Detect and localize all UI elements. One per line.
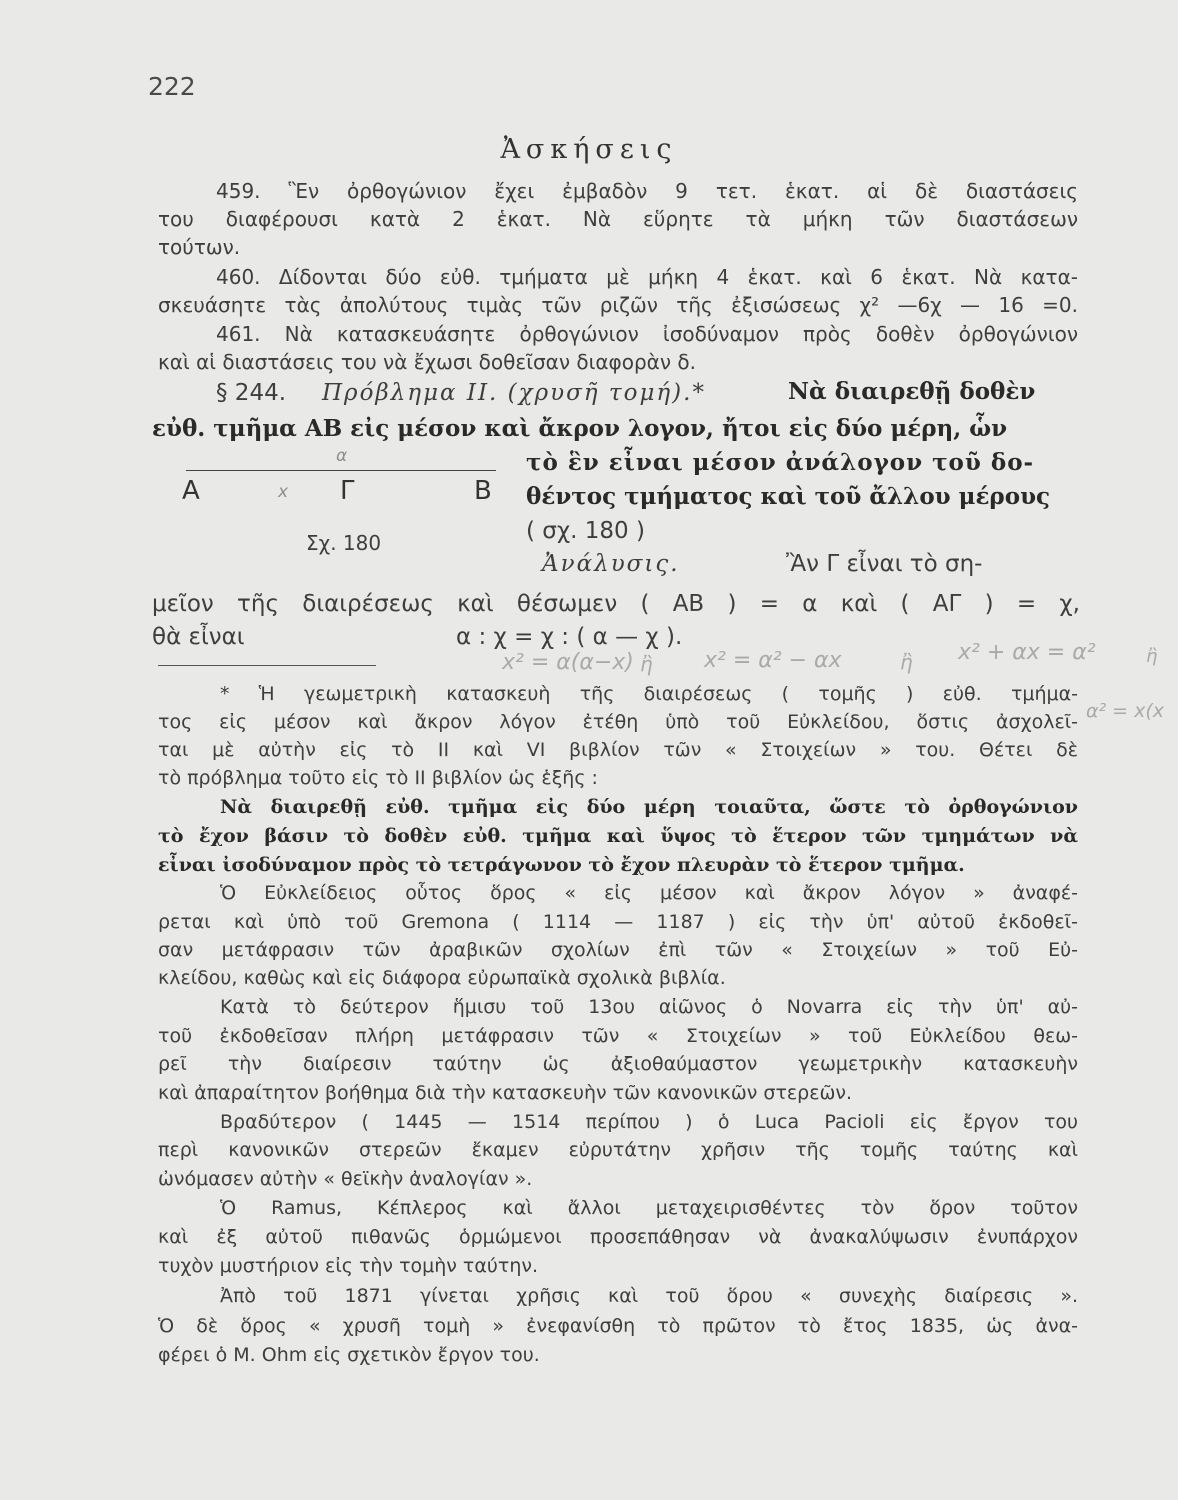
exercise-461-line-2: καὶ αἱ διαστάσεις του νὰ ἔχωσι δοθεῖσαν διαφορὰν δ.: [158, 350, 696, 374]
figure-mark-alpha: α: [336, 446, 348, 466]
footnote-line-1: * Ἡ γεωμετρικὴ κατασκευὴ τῆς διαιρέσεως ( τομῆς ) εὐθ. τμήμα-: [220, 683, 1078, 705]
history-line-16: Ὁ δὲ ὅρος « χρυσῆ τομὴ » ἐνεφανίσθη τὸ πρῶτον τὸ ἔτος 1835, ὡς ἀνα-: [158, 1315, 1078, 1337]
footnote-line-2: τος εἰς μέσον καὶ ἄκρον λόγον ἐτέθη ὑπὸ τοῦ Εὐκλείδου, ὅστις ἀσχολεῖ-: [158, 711, 1078, 733]
footnote-line-3: ται μὲ αὐτὴν εἰς τὸ ΙΙ καὶ VI βιβλίον τῶν « Στοιχείων » του. Θέτει δὲ: [158, 739, 1078, 761]
history-line-5: Κατὰ τὸ δεύτερον ἥμισυ τοῦ 13ου αἰῶνος ὁ Novarra εἰς τὴν ὑπ' αὐ-: [220, 996, 1078, 1018]
figure-mark-x: x: [278, 482, 289, 502]
analysis-line-2: μεῖον τῆς διαιρέσεως καὶ θέσωμεν ( ΑΒ ) = α καὶ ( ΑΓ ) = χ,: [152, 591, 1080, 617]
history-line-7: ρεῖ τὴν διαίρεσιν ταύτην ὡς ἀξιοθαύμαστον γεωμετρικὴν κατασκευὴν: [158, 1053, 1078, 1075]
handwritten-note-1: x² = α(α−x): [502, 650, 634, 675]
handwritten-note-5: x² + αx = α²: [958, 640, 1096, 665]
analysis-title: Ἀνάλυσις.: [542, 551, 680, 577]
handwritten-note-3: x² = α² − αx: [704, 648, 842, 673]
section-number: § 244.: [216, 380, 287, 406]
history-line-13: καὶ ἐξ αὐτοῦ πιθανῶς ὁρμώμενοι προσεπάθησαν νὰ ἀνακαλύψωσιν ἐνυπάρχον: [158, 1226, 1078, 1248]
history-line-8: καὶ ἀπαραίτητον βοήθημα διὰ τὴν κατασκευὴν τῶν κανονικῶν στερεῶν.: [158, 1082, 853, 1104]
analysis-proportion: α : χ = χ : ( α — χ ).: [456, 624, 683, 650]
section-statement-5: ( σχ. 180 ): [526, 518, 645, 544]
history-line-6: τοῦ ἐκδοθεῖσαν πλήρη μετάφρασιν τῶν « Στοιχείων » τοῦ Εὐκλείδου θεω-: [158, 1025, 1078, 1047]
figure-caption: Σχ. 180: [306, 531, 382, 555]
history-line-9: Βραδύτερον ( 1445 — 1514 περίπου ) ὁ Luca Pacioli εἰς ἔργον του: [220, 1111, 1078, 1133]
footnote-line-4: τὸ πρόβλημα τοῦτο εἰς τὸ ΙΙ βιβλίον ὡς ἑξῆς :: [158, 767, 598, 789]
history-line-1: Ὁ Εὐκλείδειος οὗτος ὅρος « εἰς μέσον καὶ ἄκρον λόγον » ἀναφέ-: [220, 882, 1078, 904]
section-statement-3: τὸ ἓν εἶναι μέσον ἀνάλογον τοῦ δο-: [526, 449, 1035, 476]
quote-line-3: εἶναι ἰσοδύναμον πρὸς τὸ τετράγωνον τὸ ἔχον πλευρὰν τὸ ἕτερον τμῆμα.: [158, 854, 965, 876]
point-b-label: Β: [474, 476, 492, 506]
exercise-460-line-1: 460. Δίδονται δύο εὐθ. τμήματα μὲ μήκη 4 ἑκατ. καὶ 6 ἑκατ. Νὰ κατα-: [216, 265, 1078, 289]
section-statement-2: εὐθ. τμῆμα ΑΒ εἰς μέσον καὶ ἄκρον λογον, ἤτοι εἰς δύο μέρη, ὧν: [152, 415, 1008, 442]
analysis-line-1: Ἂν Γ εἶναι τὸ ση-: [786, 551, 983, 577]
history-line-11: ὠνόμασεν αὐτὴν « θεϊκὴν ἀναλογίαν ».: [158, 1168, 533, 1190]
history-line-17: φέρει ὁ Μ. Ohm εἰς σχετικὸν ἔργον του.: [158, 1344, 540, 1366]
history-line-3: σαν μετάφρασιν τῶν ἀραβικῶν σχολίων ἐπὶ τῶν « Στοιχείων » τοῦ Εὐ-: [158, 939, 1078, 961]
segment-ab-line: [186, 470, 496, 471]
exercise-461-line-1: 461. Νὰ κατασκευάσητε ὀρθογώνιον ἰσοδύναμον πρὸς δοθὲν ὀρθογώνιον: [216, 322, 1078, 346]
exercises-heading: Ἀσκήσεις: [500, 134, 678, 165]
section-title: Πρόβλημα ΙΙ. (χρυσῆ τομή).*: [322, 380, 706, 406]
history-line-12: Ὁ Ramus, Κέπλερος καὶ ἄλλοι μεταχειρισθέντες τὸν ὅρον τοῦτον: [220, 1197, 1078, 1219]
page-number: 222: [148, 72, 196, 101]
history-line-14: τυχὸν μυστήριον εἰς τὴν τομὴν ταύτην.: [158, 1255, 539, 1277]
point-a-label: Α: [182, 476, 200, 506]
exercise-459-line-1: 459. Ἓν ὀρθογώνιον ἔχει ἐμβαδὸν 9 τετ. ἑκατ. αἱ δὲ διαστάσεις: [216, 179, 1078, 203]
handwritten-note-2: ἢ: [640, 652, 653, 676]
history-line-10: περὶ κανονικῶν στερεῶν ἔκαμεν εὐρυτάτην χρῆσιν τῆς τομῆς ταύτης καὶ: [158, 1139, 1078, 1161]
history-line-15: Ἀπὸ τοῦ 1871 γίνεται χρῆσις καὶ τοῦ ὅρου « συνεχὴς διαίρεσις ».: [220, 1285, 1078, 1307]
history-line-2: ρεται καὶ ὑπὸ τοῦ Gremona ( 1114 — 1187 ) εἰς τὴν ὑπ' αὐτοῦ ἐκδοθεῖ-: [158, 911, 1078, 933]
section-statement-1: Νὰ διαιρεθῇ δοθὲν: [788, 378, 1036, 405]
handwritten-note-7: α² = x(x: [1086, 700, 1165, 722]
exercise-459-line-3: τούτων.: [158, 235, 241, 259]
exercise-460-line-2: σκευάσητε τὰς ἀπολύτους τιμὰς τῶν ριζῶν τῆς ἐξισώσεως χ² —6χ — 16 =0.: [158, 293, 1078, 317]
point-g-label: Γ: [340, 476, 355, 506]
quote-line-1: Νὰ διαιρεθῇ εὐθ. τμῆμα εἰς δύο μέρη τοιαῦτα, ὥστε τὸ ὀρθογώνιον: [220, 796, 1078, 818]
exercise-459-line-2: του διαφέρουσι κατὰ 2 ἑκατ. Νὰ εὕρητε τὰ μήκη τῶν διαστάσεων: [158, 207, 1078, 231]
footnote-separator: [158, 665, 376, 666]
analysis-line-3-label: θὰ εἶναι: [152, 624, 245, 650]
handwritten-note-4: ἢ: [900, 650, 913, 674]
quote-line-2: τὸ ἔχον βάσιν τὸ δοθὲν εὐθ. τμῆμα καὶ ὕψος τὸ ἕτερον τῶν τμημάτων νὰ: [158, 825, 1078, 847]
handwritten-note-6: ἢ: [1146, 646, 1158, 667]
section-statement-4: θέντος τμήματος καὶ τοῦ ἄλλου μέρους: [526, 483, 1051, 510]
history-line-4: κλείδου, καθὼς καὶ εἰς διάφορα εὐρωπαϊκὰ σχολικὰ βιβλία.: [158, 967, 726, 989]
